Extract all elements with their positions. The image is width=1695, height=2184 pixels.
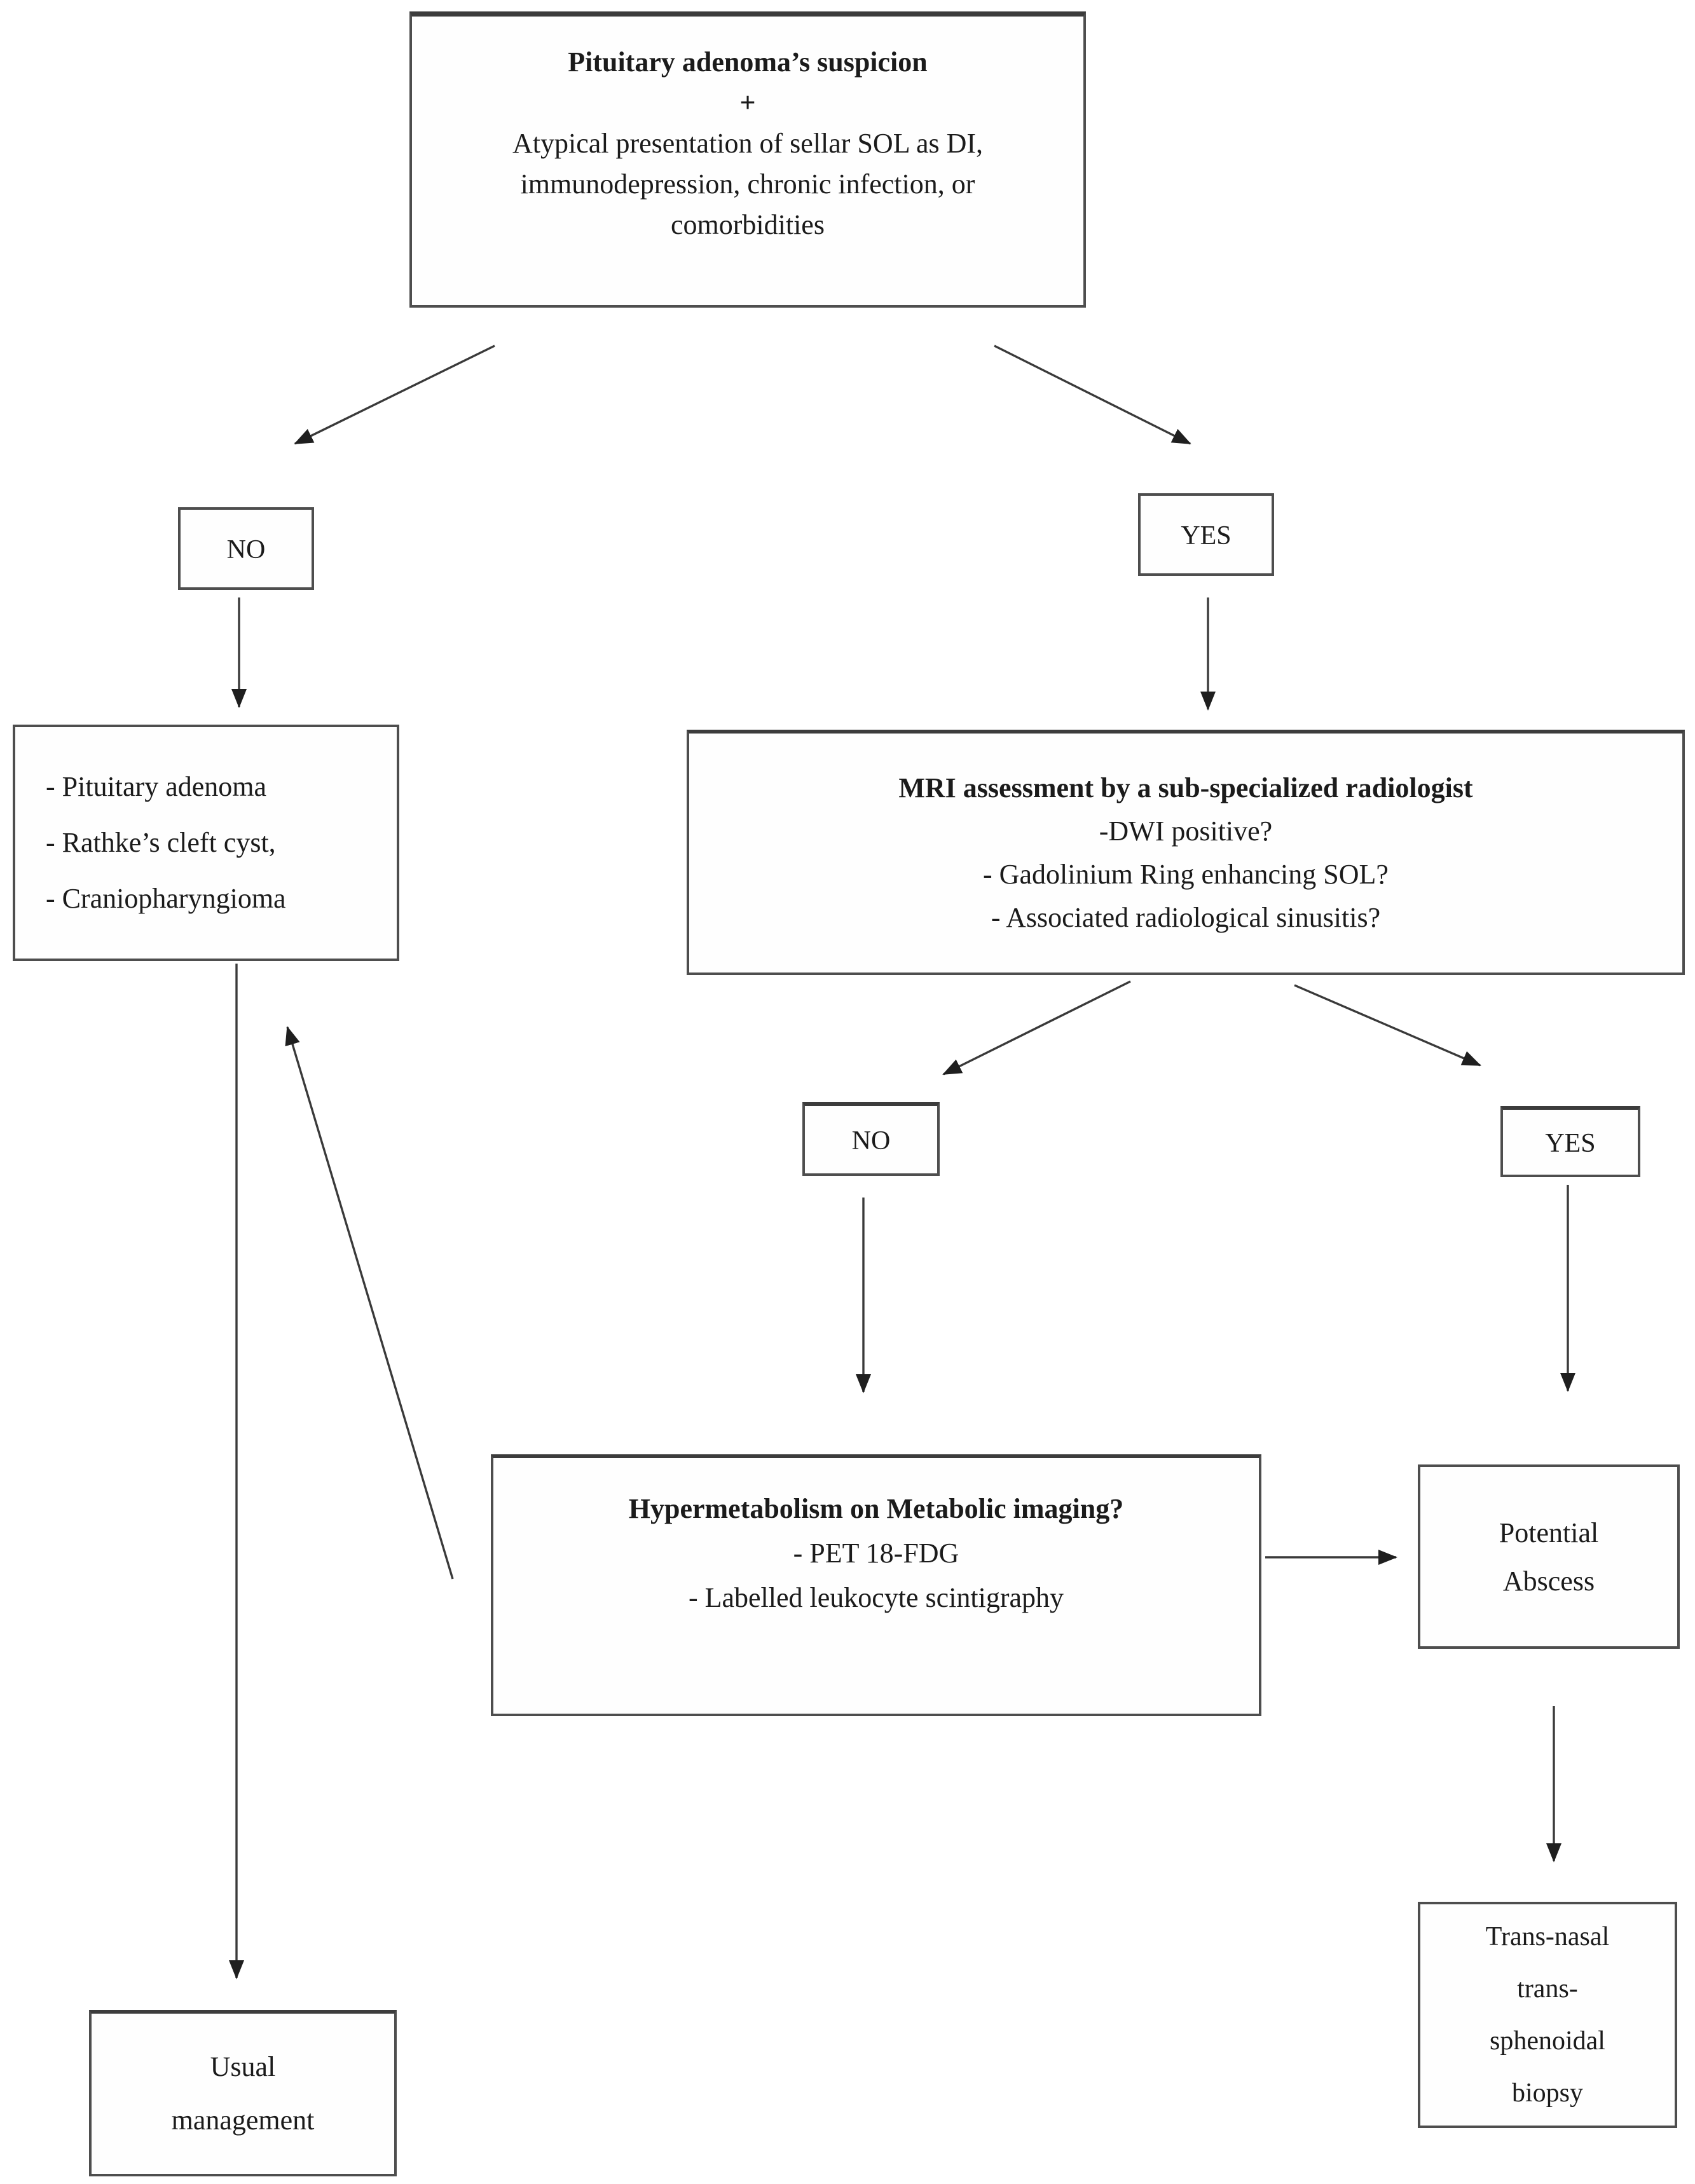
- node-metabolic-imaging: [491, 1454, 1261, 1716]
- differential-item: - Pituitary adenoma: [46, 770, 267, 802]
- mri-item: -DWI positive?: [1099, 815, 1273, 847]
- node-suspicion: [409, 11, 1086, 308]
- node-usual-management: [89, 2010, 397, 2176]
- metabolic-item: - PET 18-FDG: [793, 1537, 959, 1569]
- usual-line: Usual: [210, 2051, 276, 2082]
- node-branch1-yes: [1138, 493, 1274, 576]
- node-transsphenoidal-biopsy: [1418, 1902, 1677, 2128]
- biopsy-line: sphenoidal: [1490, 2025, 1605, 2056]
- abscess-line: Potential: [1499, 1516, 1599, 1548]
- usual-line: management: [171, 2104, 315, 2136]
- branch1-no-label: NO: [226, 533, 266, 564]
- differential-item: - Craniopharyngioma: [46, 882, 286, 914]
- plus-sign: +: [739, 86, 756, 118]
- arrow-mri-to-no: [944, 981, 1130, 1074]
- node-branch1-no: [178, 507, 314, 590]
- arrow-metabolic-to-differential: [287, 1027, 453, 1579]
- suspicion-line: Atypical presentation of sellar SOL as DI,: [512, 127, 984, 159]
- suspicion-line: immunodepression, chronic infection, or: [520, 168, 975, 200]
- abscess-line: Abscess: [1502, 1564, 1595, 1596]
- branch1-yes-label: YES: [1181, 519, 1232, 550]
- node-differential-diagnoses: [13, 725, 399, 961]
- biopsy-line: biopsy: [1511, 2077, 1583, 2108]
- suspicion-title: Pituitary adenoma’s suspicion: [568, 46, 928, 78]
- node-mri-assessment: [687, 730, 1685, 975]
- suspicion-line: comorbidities: [671, 208, 825, 240]
- biopsy-line: Trans-nasal: [1485, 1921, 1610, 1951]
- mri-item: - Associated radiological sinusitis?: [991, 901, 1381, 933]
- mri-item: - Gadolinium Ring enhancing SOL?: [983, 858, 1389, 890]
- arrow-suspicion-to-yes: [994, 346, 1190, 444]
- branch2-no-label: NO: [851, 1124, 891, 1155]
- metabolic-title: Hypermetabolism on Metabolic imaging?: [628, 1492, 1124, 1524]
- node-branch2-yes: [1500, 1106, 1640, 1177]
- arrow-mri-to-yes: [1294, 985, 1480, 1065]
- biopsy-line: trans-: [1517, 1973, 1578, 2003]
- node-potential-abscess: [1418, 1464, 1680, 1649]
- node-branch2-no: [802, 1102, 940, 1176]
- differential-item: - Rathke’s cleft cyst,: [46, 826, 276, 858]
- arrow-suspicion-to-no: [295, 346, 495, 444]
- mri-title: MRI assessment by a sub-specialized radiologist: [898, 772, 1473, 803]
- branch2-yes-label: YES: [1545, 1127, 1596, 1157]
- metabolic-item: - Labelled leukocyte scintigraphy: [688, 1581, 1064, 1613]
